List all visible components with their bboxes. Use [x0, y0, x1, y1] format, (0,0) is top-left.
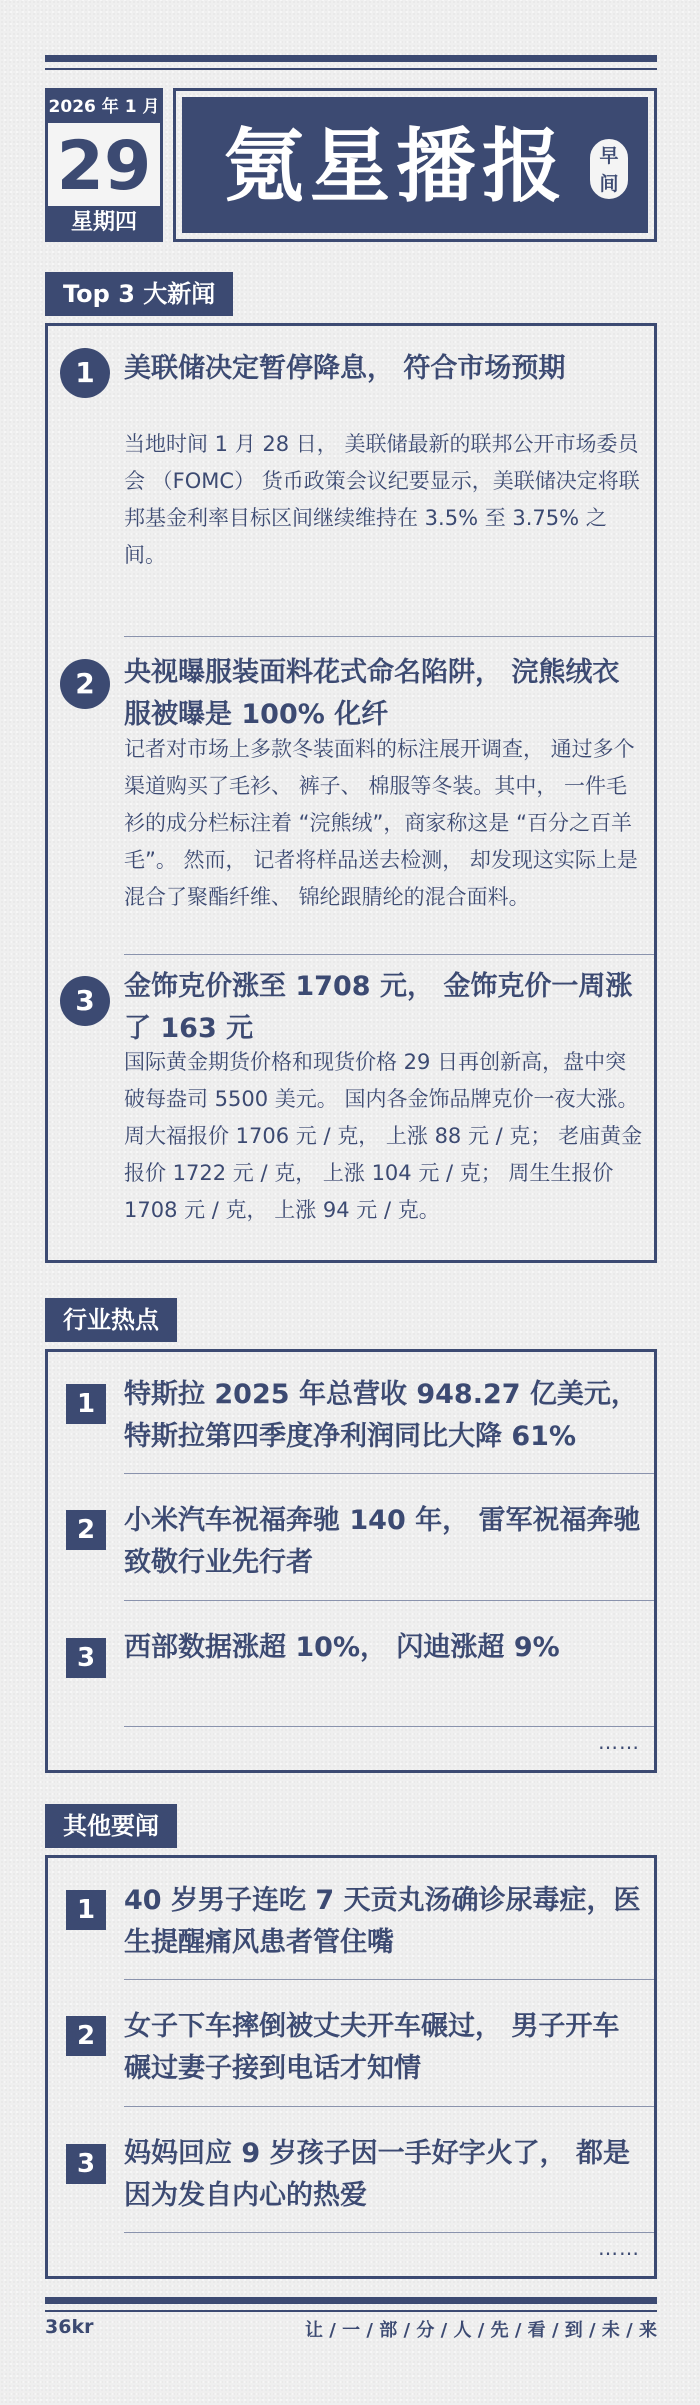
weekday: 星期四: [48, 206, 160, 239]
bottom-rule-thin: [45, 2310, 657, 2312]
top3-item-3-headline[interactable]: 金饰克价涨至 1708 元， 金饰克价一周涨了 163 元: [124, 971, 633, 1044]
industry-divider-1: [124, 1473, 654, 1474]
other-item-1-number: 1: [66, 1890, 106, 1930]
industry-item-2-headline[interactable]: 小米汽车祝福奔驰 140 年， 雷军祝福奔驰致敬行业先行者: [124, 1505, 641, 1578]
other-divider-2: [124, 2106, 654, 2107]
other-item-2-number: 2: [66, 2016, 106, 2056]
day-number: 29: [56, 127, 152, 206]
badge-line-1: 早: [599, 145, 619, 167]
top3-item-1-number: 1: [60, 348, 110, 398]
industry-item-2-number: 2: [66, 1510, 106, 1550]
other-item-2-headline[interactable]: 女子下车摔倒被丈夫开车碾过， 男子开车碾过妻子接到电话才知情: [124, 2011, 620, 2084]
other-divider-3: [124, 2232, 654, 2233]
other-item-1-headline[interactable]: 40 岁男子连吃 7 天贡丸汤确诊尿毒症，医生提醒痛风患者管住嘴: [124, 1885, 641, 1958]
industry-item-3-number: 3: [66, 1638, 106, 1678]
top3-section-label: Top 3 大新闻: [45, 272, 233, 316]
brand-logo-text: 36kr: [45, 2316, 94, 2338]
top-rule-thin: [45, 68, 657, 70]
industry-item-1-headline[interactable]: 特斯拉 2025 年总营收 948.27 亿美元，特斯拉第四季度净利润同比大降 61%: [124, 1379, 638, 1452]
industry-divider-3: [124, 1726, 654, 1727]
top3-item-1-headline[interactable]: 美联储决定暂停降息， 符合市场预期: [124, 353, 566, 384]
top3-divider-2: [124, 954, 654, 955]
top3-item-3-number: 3: [60, 976, 110, 1026]
other-item-3-number: 3: [66, 2144, 106, 2184]
page-title: 氪星播报: [224, 120, 568, 213]
bottom-rule: [45, 2297, 657, 2304]
top3-item-1-body: 当地时间 1 月 28 日， 美联储最新的联邦公开市场委员会 （FOMC） 货币政策会议纪要显示，美联储决定将联邦基金利率目标区间继续维持在 3.5% 至 3.75% 之间。: [124, 432, 640, 567]
other-more-ellipsis[interactable]: ……: [598, 2236, 640, 2260]
year-month: 2026 年 1 月: [48, 91, 160, 123]
industry-divider-2: [124, 1600, 654, 1601]
top3-section-box: [45, 323, 657, 1263]
date-block: [45, 88, 163, 242]
industry-item-3-headline[interactable]: 西部数据涨超 10%， 闪迪涨超 9%: [124, 1632, 560, 1663]
other-item-3-headline[interactable]: 妈妈回应 9 岁孩子因一手好字火了， 都是因为发自内心的热爱: [124, 2138, 630, 2211]
title-banner: [182, 97, 648, 233]
industry-item-1-number: 1: [66, 1384, 106, 1424]
top3-item-2-headline[interactable]: 央视曝服装面料花式命名陷阱， 浣熊绒衣服被曝是 100% 化纤: [124, 657, 620, 730]
other-section-box: [45, 1855, 657, 2279]
footer-slogan: 让 / 一 / 部 / 分 / 人 / 先 / 看 / 到 / 未 / 来: [305, 2320, 657, 2341]
other-divider-1: [124, 1979, 654, 1980]
top3-divider-1: [124, 636, 654, 637]
edition-badge: [588, 137, 630, 201]
title-block: [173, 88, 657, 242]
industry-more-ellipsis[interactable]: ……: [598, 1730, 640, 1754]
industry-section-label: 行业热点: [45, 1298, 177, 1342]
other-section-label: 其他要闻: [45, 1804, 177, 1848]
top-rule: [45, 55, 657, 62]
top3-item-3-body: 国际黄金期货价格和现货价格 29 日再创新高，盘中突破每盎司 5500 美元。 国内各金饰品牌克价一夜大涨。 周大福报价 1706 元 / 克， 上涨 88 元 / 克； 老庙黄金报价 1722 元 / 克， 上涨 104 元 / 克； 周生生报价 1708 元 / 克， 上涨 94 元 / 克。: [124, 1050, 643, 1222]
badge-line-2: 间: [599, 173, 619, 195]
top3-item-2-number: 2: [60, 659, 110, 709]
industry-section-box: [45, 1349, 657, 1773]
top3-item-2-body: 记者对市场上多款冬装面料的标注展开调查， 通过多个渠道购买了毛衫、 裤子、 棉服等冬装。其中， 一件毛衫的成分栏标注着 “浣熊绒”，商家称这是 “百分之百羊毛”。 然而， 记者将样品送去检测， 却发现这实际上是混合了聚酯纤维、 锦纶跟腈纶的混合面料。: [124, 737, 638, 909]
